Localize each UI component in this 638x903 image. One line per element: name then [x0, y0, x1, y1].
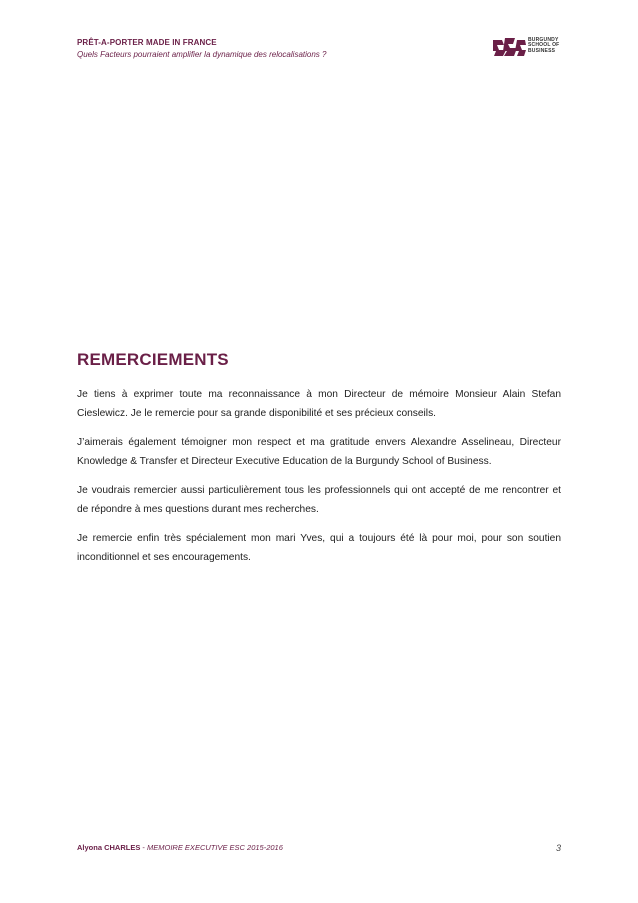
paragraph-4: Je remercie enfin très spécialement mon mari Yves, qui a toujours été là pour moi, pour son soutien inconditionnel et ses encouragements.: [77, 533, 561, 563]
logo-wordmark: [528, 38, 559, 54]
paragraph-3: Je voudrais remercier aussi particulièrement tous les professionnels qui ont accepté de me rencontrer et de répondre à mes questions durant mes recherches.: [77, 485, 561, 515]
footer-separator: -: [140, 843, 148, 852]
footer-author: Alyona CHARLES: [77, 843, 141, 852]
header-subtitle: Quels Facteurs pourraient amplifier la dynamique des relocalisations ?: [77, 50, 327, 59]
footer-thesis: MEMOIRE EXECUTIVE ESC 2015-2016: [147, 843, 283, 852]
footer: [77, 843, 283, 852]
bsb-logo: [493, 36, 565, 70]
header-title: PRÊT-A-PORTER MADE IN FRANCE: [77, 38, 217, 47]
bsb-logo-icon: [493, 36, 527, 58]
acknowledgements-body: [77, 385, 561, 577]
logo-line-2: SCHOOL OF: [528, 42, 560, 49]
logo-line-1: BURGUNDY: [528, 37, 559, 43]
paragraph-1: Je tiens à exprimer toute ma reconnaissance à mon Directeur de mémoire Monsieur Alain Stefan Cieslewicz. Je le remercie pour sa grande disponibilité et ses précieux conseils.: [77, 389, 561, 419]
paragraph-2: J’aimerais également témoigner mon respect et ma gratitude envers Alexandre Asselineau, Directeur Knowledge & Transfer et Directeur Executive Education de la Burgundy School of Business.: [77, 437, 561, 467]
section-heading: REMERCIEMENTS: [77, 350, 229, 369]
logo-line-3: BUSINESS: [528, 47, 556, 54]
page-number: 3: [555, 843, 561, 853]
